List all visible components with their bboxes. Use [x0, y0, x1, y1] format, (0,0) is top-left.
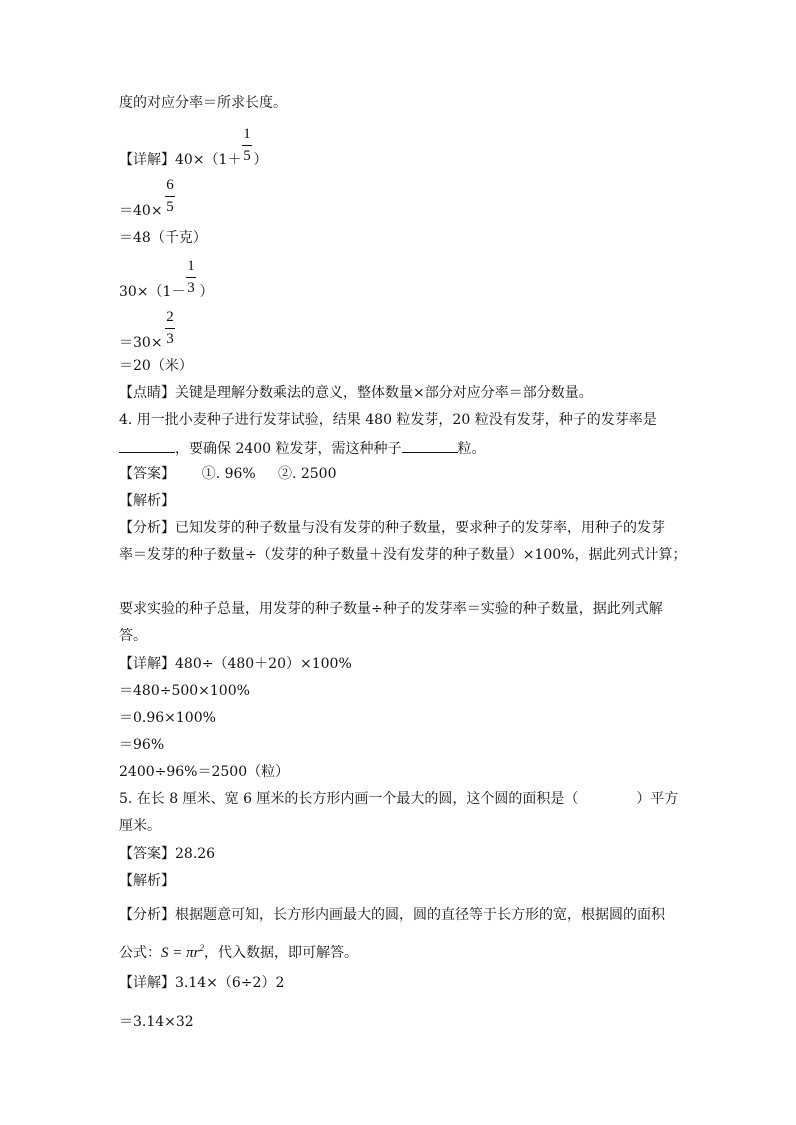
formula-label: 公式： — [119, 945, 161, 961]
text-line: 2400÷96%＝2500（粒） — [119, 764, 290, 780]
formula-rhs: πr — [186, 945, 200, 961]
answer-line: 【答案】 ①. 96% ②. 2500 — [119, 466, 337, 482]
answer-blank — [402, 438, 458, 453]
text-line: ＝40× — [119, 203, 163, 219]
text-line: ＝20（米） — [119, 358, 193, 374]
formula-exponent: 2 — [199, 943, 204, 953]
answer-blank — [119, 438, 175, 453]
text-line: 【详解】480÷（480＋20）×100% — [119, 656, 352, 672]
text-line: ＝3.14×32 — [119, 1014, 194, 1030]
text-line: 【点睛】关键是理解分数乘法的意义，整体数量×部分对应分率＝部分数量。 — [119, 385, 593, 401]
fraction-numerator: 1 — [187, 258, 195, 274]
question-4-cont — [119, 438, 486, 458]
formula-eq: = — [168, 945, 187, 961]
question-text: ）平方 — [636, 791, 679, 807]
text-line: 率＝发芽的种子数量÷（发芽的种子数量＋没有发芽的种子数量）×100%，据此列式计算； — [119, 547, 687, 563]
text-line: ＝0.96×100% — [119, 710, 216, 726]
question-text: ，要确保 2400 粒发芽，需这种种子 — [175, 441, 402, 457]
fraction-numerator: 6 — [166, 177, 174, 193]
fraction-numerator: 2 — [166, 309, 174, 325]
text-line: 【分析】根据题意可知，长方形内画最大的圆，圆的直径等于长方形的宽，根据圆的面积 — [119, 907, 665, 923]
text-line: ＝48（千克） — [119, 230, 207, 246]
expression-text: 30×（1－ — [119, 284, 186, 300]
answer-line: 【答案】28.26 — [119, 846, 216, 862]
detail-line — [119, 148, 268, 169]
text-line: ＝480÷500×100% — [119, 683, 250, 699]
text-line — [119, 280, 214, 301]
paren-close: ） — [253, 152, 268, 168]
text-line: 【分析】已知发芽的种子数量与没有发芽的种子数量，要求种子的发芽率，用种子的发芽 — [119, 520, 665, 536]
fraction-denominator: 5 — [243, 148, 251, 164]
fraction-bar — [242, 145, 252, 146]
fraction-denominator: 5 — [166, 199, 174, 215]
text-line: 度的对应分率＝所求长度。 — [119, 95, 287, 111]
text-line: 答。 — [119, 628, 147, 644]
formula-lhs: S — [161, 945, 169, 961]
question-text: 5. 在长 8 厘米、宽 6 厘米的长方形内画一个最大的圆，这个圆的面积是（ — [119, 791, 579, 807]
section-heading: 【解析】 — [119, 873, 175, 889]
paren-close: ） — [199, 284, 214, 300]
section-heading: 【解析】 — [119, 493, 175, 509]
text-line: 厘米。 — [119, 818, 161, 834]
fraction-bar — [165, 328, 175, 329]
detail-text: 【详解】40×（1＋ — [119, 152, 242, 168]
text-line: 要求实验的种子总量，用发芽的种子数量÷种子的发芽率＝实验的种子数量，据此列式解 — [119, 601, 663, 617]
fraction-bar — [186, 277, 196, 278]
question-5 — [119, 790, 678, 808]
text-line: ＝96% — [119, 737, 165, 753]
formula-line — [119, 939, 358, 962]
area-formula — [161, 945, 204, 961]
fraction-numerator: 1 — [243, 126, 251, 142]
question-4: 4. 用一批小麦种子进行发芽试验，结果 480 粒发芽，20 粒没有发芽，种子的发芽率是 — [119, 412, 657, 428]
fraction-bar — [165, 196, 175, 197]
fraction-denominator: 3 — [187, 280, 195, 296]
text: ，代入数据，即可解答。 — [203, 945, 358, 961]
text-line: 【详解】3.14×（6÷2）2 — [119, 975, 285, 991]
fraction-denominator: 3 — [166, 331, 174, 347]
text-line: ＝30× — [119, 335, 163, 351]
question-text: 粒。 — [457, 441, 486, 457]
